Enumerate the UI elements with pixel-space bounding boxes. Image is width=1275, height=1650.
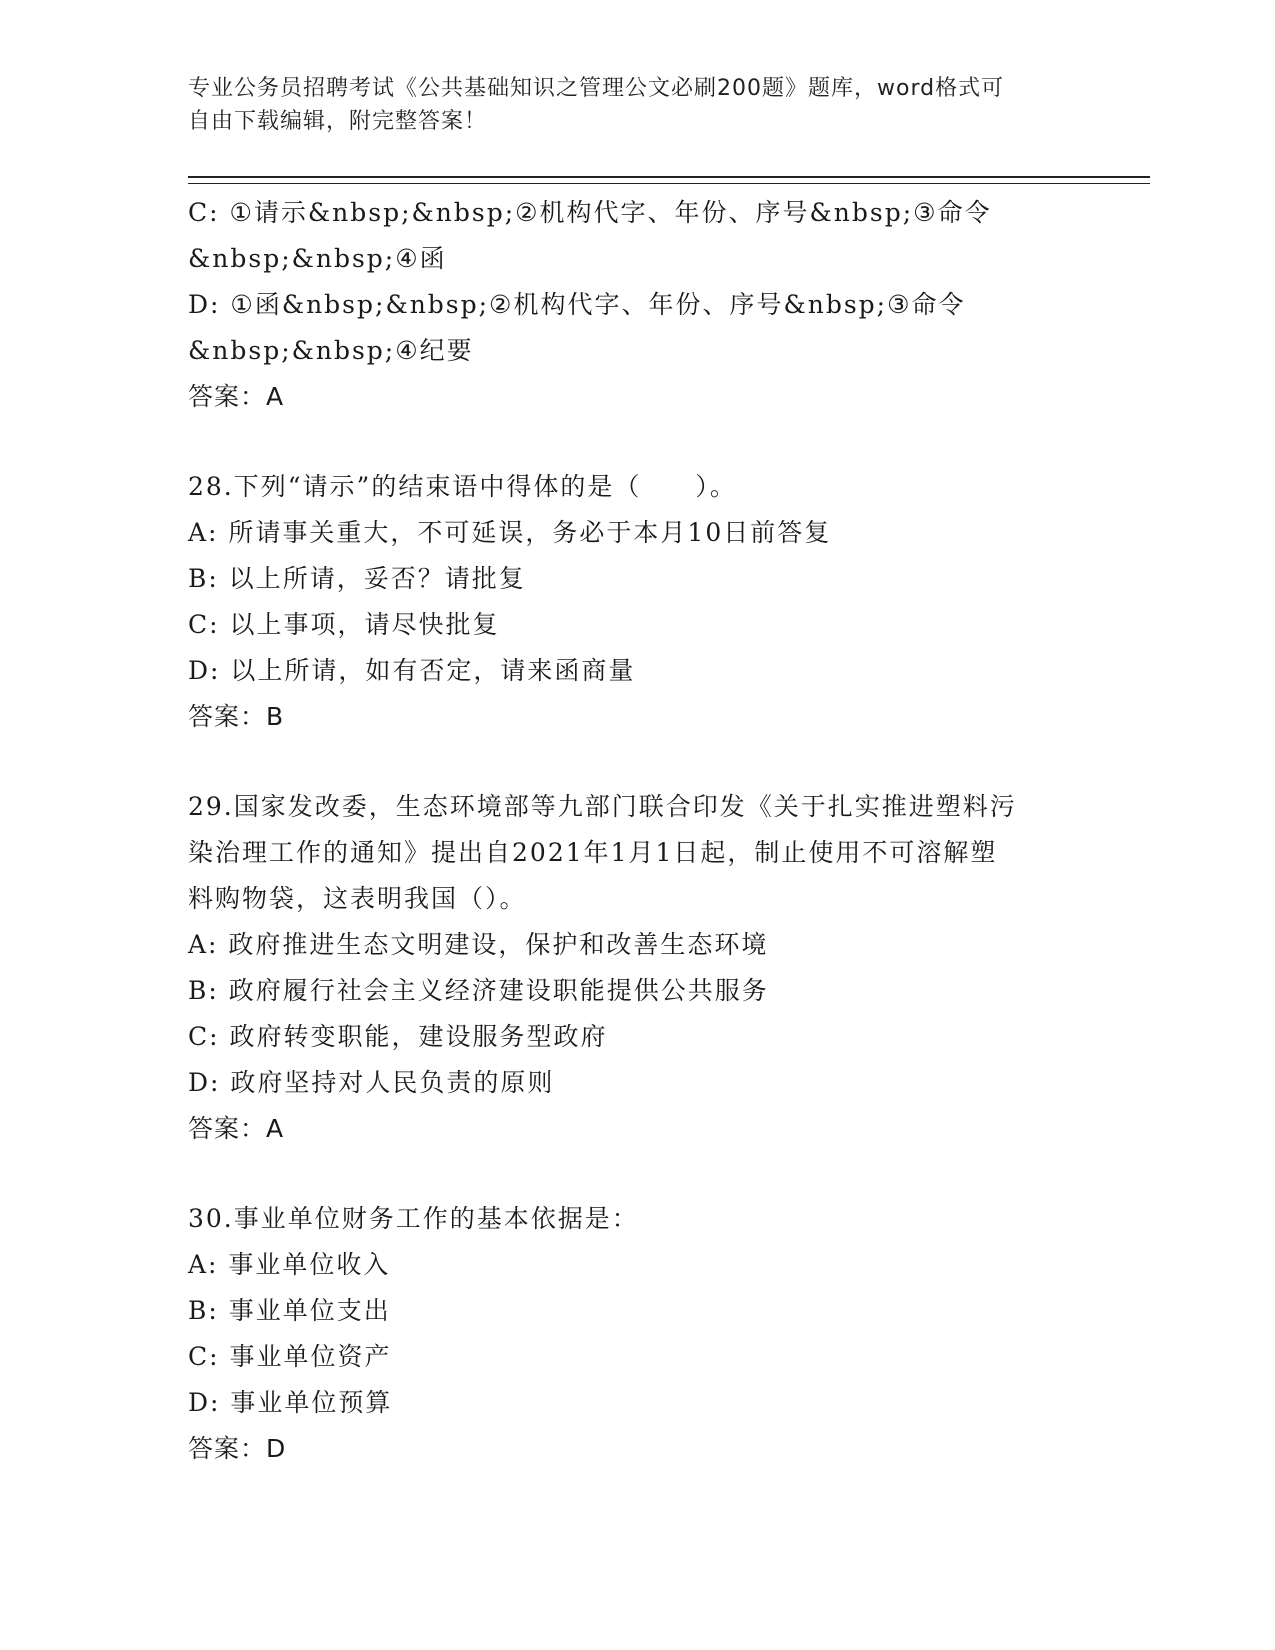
option-a: A: 所请事关重大，不可延误，务必于本月10日前答复	[188, 518, 832, 547]
header-divider	[188, 183, 1150, 184]
question-27-tail	[188, 190, 1088, 420]
option-d-continued: &nbsp;&nbsp;④纪要	[188, 336, 474, 365]
page-header	[188, 72, 1088, 138]
header-line: 自由下载编辑，附完整答案！	[188, 109, 488, 134]
question-list	[188, 190, 1088, 1472]
option-c: C: 事业单位资产	[188, 1342, 392, 1371]
question-stem: 30.事业单位财务工作的基本依据是：	[188, 1204, 639, 1233]
option-a: A: 事业单位收入	[188, 1250, 391, 1279]
question-stem: 料购物袋，这表明我国（）。	[188, 884, 527, 913]
option-d: D: 以上所请，如有否定，请来函商量	[188, 656, 636, 685]
option-a: A: 政府推进生态文明建设，保护和改善生态环境	[188, 930, 769, 959]
question-stem: 28.下列“请示”的结束语中得体的是（ ）。	[188, 472, 737, 501]
answer: 答案：A	[188, 382, 285, 411]
question-29	[188, 784, 1088, 1152]
question-28	[188, 464, 1088, 740]
answer: 答案：B	[188, 702, 285, 731]
question-30	[188, 1196, 1088, 1472]
option-c-continued: &nbsp;&nbsp;④函	[188, 244, 447, 273]
question-stem: 染治理工作的通知》提出自2021年1月1日起，制止使用不可溶解塑	[188, 838, 998, 867]
answer: 答案：D	[188, 1434, 287, 1463]
header-line: 专业公务员招聘考试《公共基础知识之管理公文必刷200题》题库，word格式可	[188, 76, 1005, 101]
question-stem: 29.国家发改委，生态环境部等九部门联合印发《关于扎实推进塑料污	[188, 792, 1017, 821]
answer: 答案：A	[188, 1114, 285, 1143]
option-c: C: 以上事项，请尽快批复	[188, 610, 500, 639]
option-d: D: 政府坚持对人民负责的原则	[188, 1068, 555, 1097]
option-d: D: 事业单位预算	[188, 1388, 393, 1417]
option-b: B: 政府履行社会主义经济建设职能提供公共服务	[188, 976, 769, 1005]
option-b: B: 以上所请，妥否？请批复	[188, 564, 526, 593]
option-d: D: ①函&nbsp;&nbsp;②机构代字、年份、序号&nbsp;③命令	[188, 290, 966, 319]
header-divider	[188, 176, 1150, 178]
option-c: C: 政府转变职能，建设服务型政府	[188, 1022, 608, 1051]
option-b: B: 事业单位支出	[188, 1296, 391, 1325]
option-c: C: ①请示&nbsp;&nbsp;②机构代字、年份、序号&nbsp;③命令	[188, 198, 992, 227]
